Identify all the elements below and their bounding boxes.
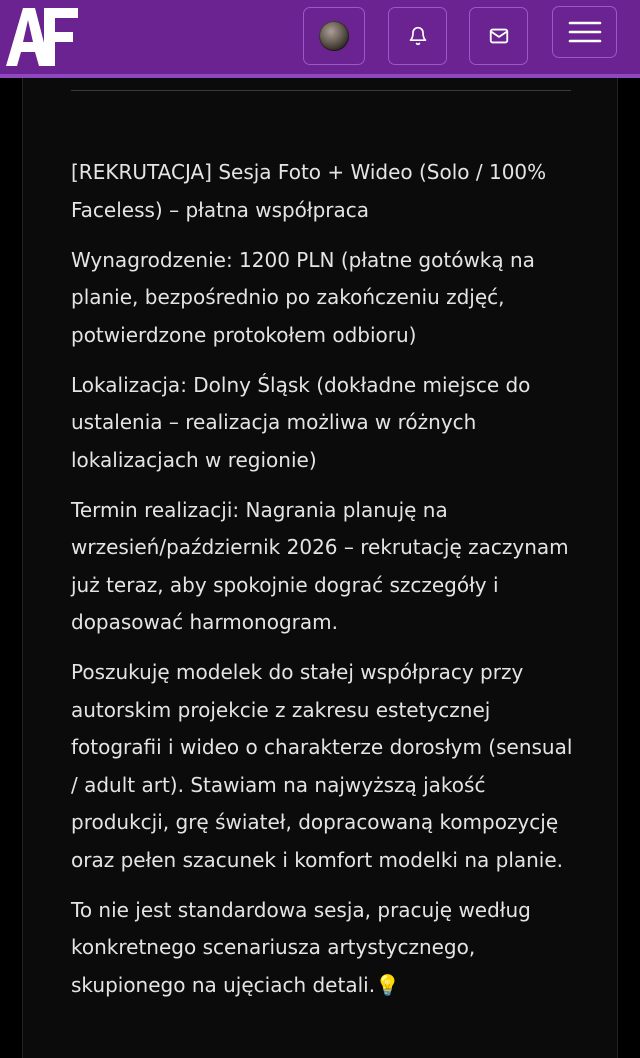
divider xyxy=(71,90,571,91)
content-panel xyxy=(22,78,618,1058)
menu-button[interactable] xyxy=(552,6,617,58)
top-navigation-bar xyxy=(0,0,640,78)
notifications-button[interactable] xyxy=(388,7,447,65)
site-logo[interactable] xyxy=(6,6,80,68)
mail-icon xyxy=(488,25,510,47)
post-body xyxy=(71,154,583,1017)
post-paragraph: To nie jest standardowa sesja, pracuję według konkretnego scenariusza artystycznego, skupionego na ujęciach detali.💡 xyxy=(71,897,531,997)
bell-icon xyxy=(408,26,428,46)
post-paragraph: Poszukuję modelek do stałej współpracy przy autorskim projekcie z zakresu estetycznej fotografii i wideo o charakterze dorosłym (sensual / adult art). Stawiam na najwyższą jakość produkcji, grę świateł, dopracowaną kompozycję oraz pełen szacunek i komfort modelki na planie. xyxy=(71,660,573,872)
user-avatar-button[interactable] xyxy=(303,7,365,65)
hamburger-menu-icon xyxy=(568,20,602,44)
post-paragraph: Wynagrodzenie: 1200 PLN (płatne gotówką na planie, bezpośrednio po zakończeniu zdjęć, potwierdzone protokołem odbioru) xyxy=(71,247,535,347)
post-paragraph: Termin realizacji: Nagrania planuję na wrzesień/październik 2026 – rekrutację zaczynam już teraz, aby spokojnie dograć szczegóły i dopasować harmonogram. xyxy=(71,497,569,634)
messages-button[interactable] xyxy=(469,7,528,65)
post-paragraph: Lokalizacja: Dolny Śląsk (dokładne miejsce do ustalenia – realizacja możliwa w różnych lokalizacjach w regionie) xyxy=(71,372,531,472)
avatar xyxy=(319,21,349,51)
post-paragraph: [REKRUTACJA] Sesja Foto + Wideo (Solo / 100% Faceless) – płatna współpraca xyxy=(71,160,547,222)
